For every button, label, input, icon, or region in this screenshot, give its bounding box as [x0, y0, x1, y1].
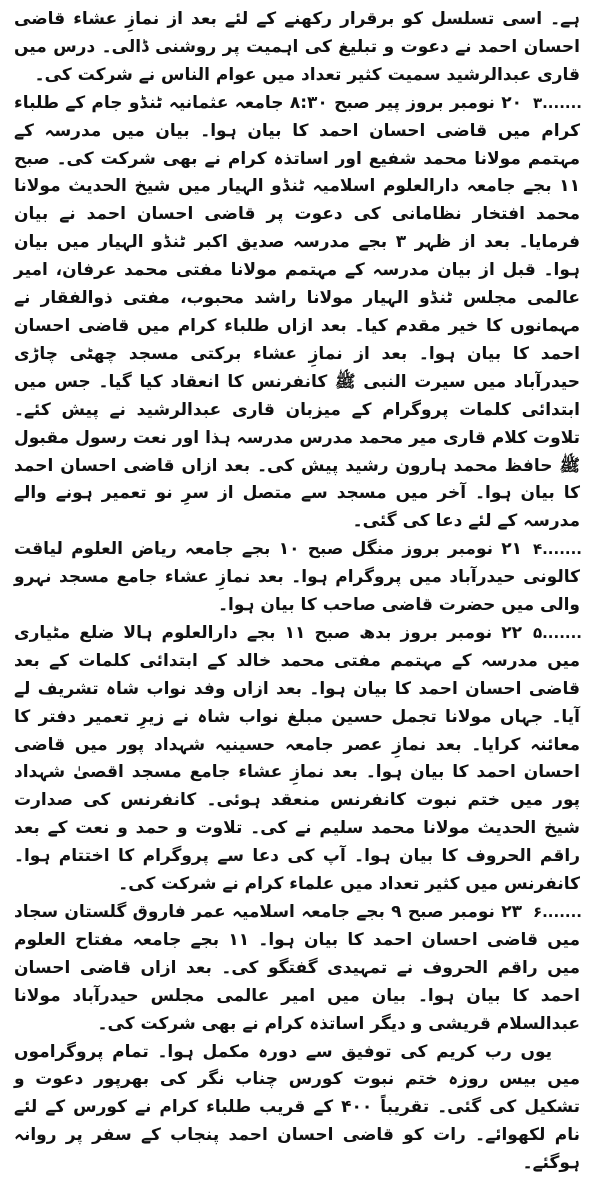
item-text: ۲۳ نومبر صبح ۹ بجے جامعہ اسلامیہ عمر فاروق گلستان سجاد میں قاضی احسان احمد کا بیان ہوا۔ ۱۱ بجے جامعہ مفتاح العلوم میں راقم الحروف نے تمہیدی گفتگو کی۔ بعد ازاں قاضی احسان احمد کا بیان ہوا۔ بیان میں امیر عالمی مجلس حیدرآباد مولانا عبدالسلام قریشی و دیگر اساتذہ کرام نے بھی شرکت کی۔: [14, 902, 581, 1034]
item-text: ۲۱ نومبر بروز منگل صبح ۱۰ بجے جامعہ ریاض العلوم لیاقت کالونی حیدرآباد میں پروگرام ہوا۔ بعد نمازِ عشاء جامع مسجد نہرو والی میں حضرت قاضی صاحب کا بیان ہوا۔: [14, 539, 580, 616]
list-item-6: [14, 899, 580, 1039]
item-number: ۴.......: [532, 540, 582, 559]
item-number: ۶.......: [532, 903, 582, 921]
intro-paragraph: ہے۔ اسی تسلسل کو برقرار رکھنے کے لئے بعد از نمازِ عشاء قاضی احسان احمد نے دعوت و تبلیغ کی اہمیت پر روشنی ڈالی۔ درس میں قاری عبدالرشید سمیت کثیر تعداد میں عوام الناس نے شرکت کی۔: [14, 9, 580, 85]
closing-paragraph: یوں رب کریم کی توفیق سے دورہ مکمل ہوا۔ تمام پروگراموں میں بیس روزہ ختم نبوت کورس چناب نگر کی بھرپور دعوت و تشکیل کی گئی۔ تقریباً ۴۰۰ کے قریب طلباء کرام نے کورس کے لئے نام لکھوائے۔ رات کو قاضی احسان احمد پنجاب کے سفر پر روانہ ہوگئے۔: [14, 1041, 580, 1174]
item-text: ۲۰ نومبر بروز پیر صبح ۸:۳۰ جامعہ عثمانیہ ٹنڈو جام کے طلباء کرام میں قاضی احسان احمد کا بیان ہوا۔ بیان میں مدرسہ کے مہتمم مولانا محمد شفیع اور اساتذہ کرام نے بھی شرکت کی۔ صبح ۱۱ بجے جامعہ دارالعلوم اسلامیہ ٹنڈو الہیار میں شیخ الحدیث مولانا محمد افتخار نظامانی کی دعوت پر قاضی احسان احمد نے بیان فرمایا۔ بعد از ظہر ۳ بجے مدرسہ صدیق اکبر ٹنڈو الہیار میں بیان ہوا۔ قبل از بیان مدرسہ کے مہتمم مولانا مفتی محمد عرفان، امیر عالمی مجلس ٹنڈو الہیار مولانا راشد محبوب، مفتی ذوالفقار نے مہمانوں کا خیر مقدم کیا۔ بعد ازاں طلباء کرام میں قاضی احسان احمد کا بیان ہوا۔ بعد از نمازِ عشاء برکتی مسجد چھٹی چاڑی حیدرآباد میں سیرت النبی ﷺ کانفرنس کا انعقاد کیا گیا۔ جس میں ابتدائی کلمات پروگرام کے میزبان قاری عبدالرشید نے پیش کئے۔ تلاوت کلام قاری میر محمد مدرس مدرسہ ہذا اور نعت رسول مقبول ﷺ حافظ محمد ہارون رشید پیش کی۔ بعد ازاں قاضی احسان احمد کا بیان ہوا۔ آخر میں مسجد سے متصل از سرِ نو تعمیر ہونے والے مدرسہ کے لئے دعا کی گئی۔: [14, 92, 580, 532]
list-item-3: [14, 90, 580, 537]
list-item-5: [14, 620, 580, 899]
document-page: [14, 6, 582, 1174]
item-number: ۳.......: [532, 93, 582, 112]
list-item-4: [14, 536, 580, 620]
item-number: ۵.......: [532, 623, 582, 642]
item-text: ۲۲ نومبر بروز بدھ صبح ۱۱ بجے دارالعلوم ہالا ضلع مٹیاری میں مدرسہ کے مہتمم مفتی محمد خالد کے ابتدائی کلمات کے بعد قاضی احسان احمد کا بیان ہوا۔ بعد ازاں وفد نواب شاہ تشریف لے آیا۔ جہاں مولانا تجمل حسین مبلغ نواب شاہ نے زیرِ تعمیر دفتر کا معائنہ کرایا۔ بعد نمازِ عصر جامعہ حسینیہ شہداد پور میں قاضی احسان احمد کا بیان ہوا۔ بعد نمازِ عشاء جامع مسجد اقصیٰ شہداد پور میں ختم نبوت کانفرنس منعقد ہوئی۔ کانفرنس کی صدارت شیخ الحدیث مولانا محمد سلیم نے کی۔ تلاوت و حمد و نعت کے بعد راقم الحروف کا بیان ہوا۔ آپ کی دعا سے پروگرام کا اختتام ہوا۔ کانفرنس میں کثیر تعداد میں علماء کرام نے شرکت کی۔: [14, 622, 580, 895]
